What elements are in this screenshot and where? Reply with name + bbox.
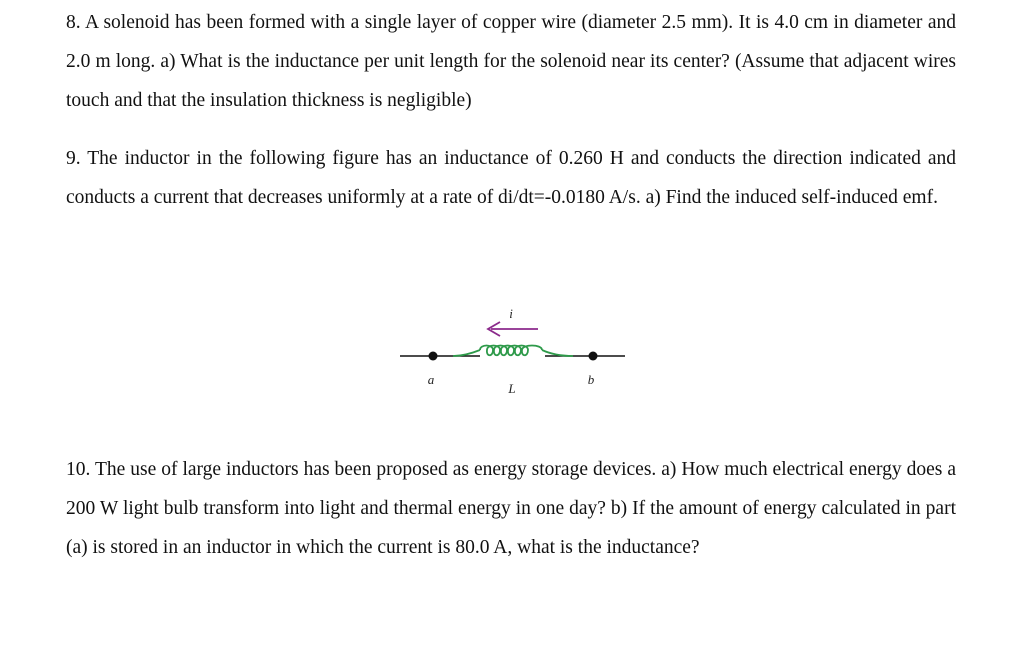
problem-9-text: 9. The inductor in the following figure has an inductance of 0.260 H and conducts the direction indicated and conducts a current that decreases uniformly at a rate of di/dt=-0.0180 A/s. a) Find the induced self-induced emf. <box>66 148 956 208</box>
inductor-coil <box>480 346 542 356</box>
inductor-diagram <box>395 300 630 400</box>
coil-lead-left <box>453 350 480 356</box>
current-label-i: i <box>509 306 513 321</box>
terminal-a-label: a <box>427 372 435 387</box>
problem-10-text: 10. The use of large inductors has been proposed as energy storage devices. a) How much electrical energy does a 200 W light bulb transform into light and thermal energy in one day? b) If the amount of energy calculated in part (a) is stored in an inductor in which the current is 80.0 A, what is the inductance? <box>66 459 956 558</box>
inductor-circuit-figure <box>395 300 630 400</box>
terminal-a-dot <box>429 352 438 361</box>
problem-8-text: 8. A solenoid has been formed with a single layer of copper wire (diameter 2.5 mm). It is 4.0 cm in diameter and 2.0 m long. a) What is the inductance per unit length for the solenoid near its center? (Assume that adjacent wires touch and that the insulation thickness is negligible) <box>66 12 956 111</box>
coil-lead-right <box>542 350 573 356</box>
inductor-label-L: L <box>508 381 516 396</box>
terminal-b-dot <box>589 352 598 361</box>
terminal-b-label: b <box>587 372 595 387</box>
